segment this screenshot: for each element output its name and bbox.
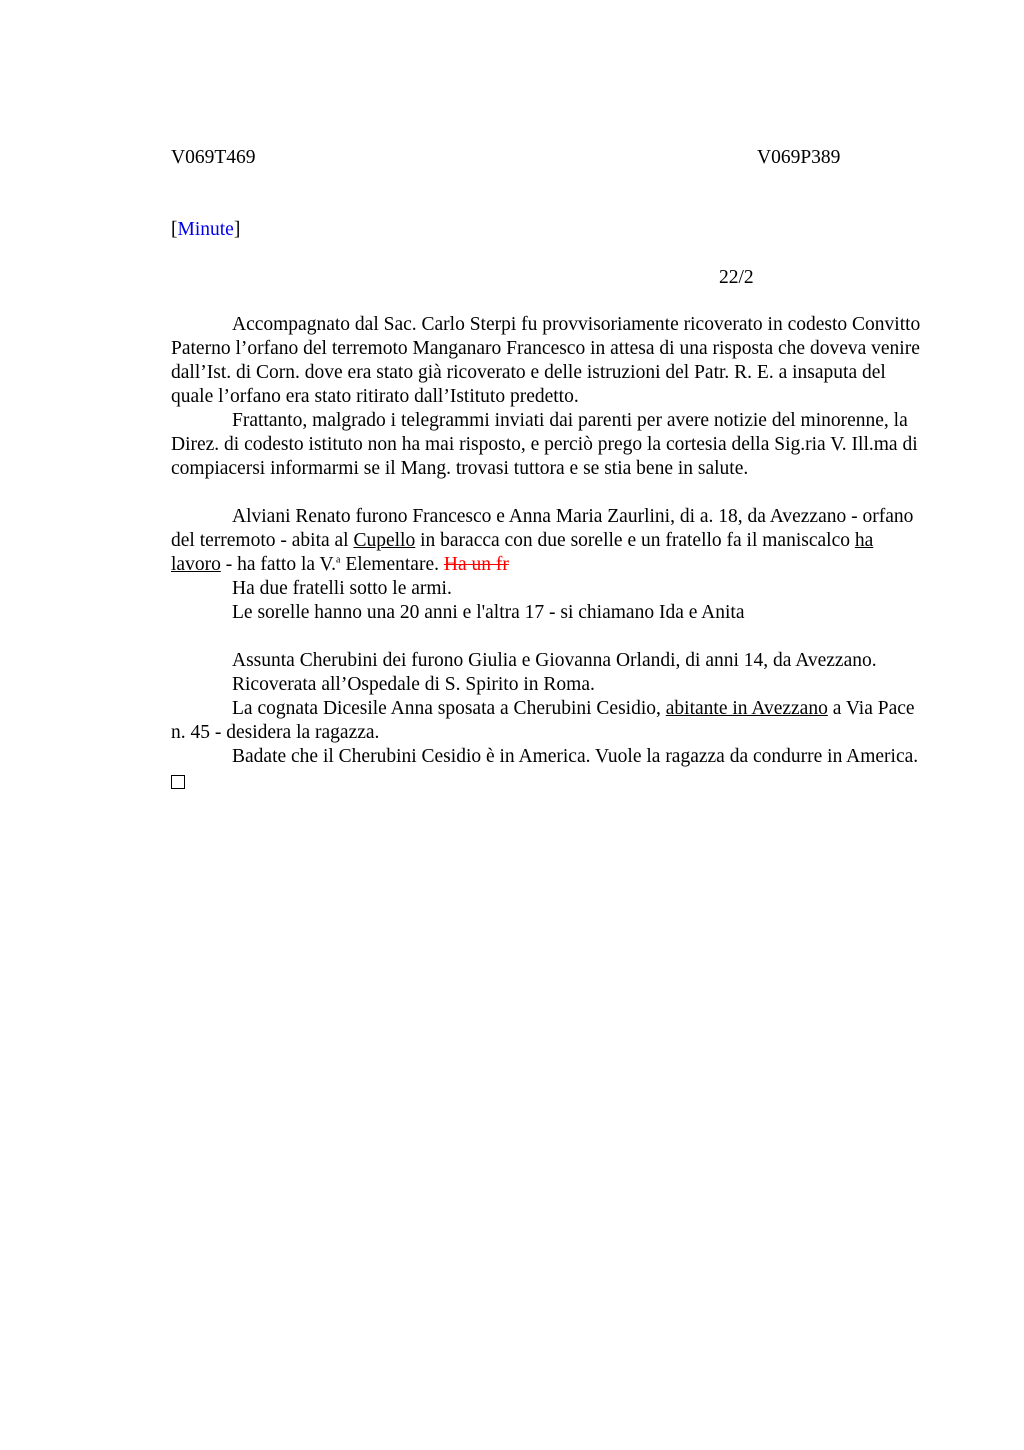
assunta-america: Badate che il Cherubini Cesidio è in America. Vuole la ragazza da condurre in America. <box>232 746 919 767</box>
assunta-text-c: a Via Pace n. 45 - desidera la ragazza. <box>171 698 915 743</box>
paragraph-gap <box>171 481 926 505</box>
alviani-text-a: Alviani Renato furono Francesco e Anna Maria Zaurlini, di a. 18, da Avezzano - orfano del terremoto - abita al <box>171 506 914 551</box>
alviani-underlined-work: ha lavoro <box>171 530 874 575</box>
end-checkbox[interactable] <box>171 775 185 789</box>
assunta-relative <box>171 697 926 745</box>
alviani-struck-text: Ha un fr <box>443 554 509 575</box>
alviani-paragraph <box>171 505 926 577</box>
assunta-underlined-address: abitante in Avezzano <box>665 698 828 719</box>
alviani-superscript: a <box>336 554 341 566</box>
minute-link[interactable]: Minute <box>177 219 234 240</box>
alviani-text-f: Elementare. <box>340 554 444 575</box>
minute-label <box>171 218 240 242</box>
letter-paragraph-2: Frattanto, malgrado i telegrammi inviati dai parenti per avere notizie del minorenne, la Direz. di codesto istituto non ha mai risposto, e perciò prego la cortesia della Sig.ria V. Ill.ma di compiacersi informarmi se il Mang. trovasi tuttora e se stia bene in salute. <box>171 410 918 479</box>
assunta-text-a: La cognata Dicesile Anna sposata a Cherubini Cesidio, <box>232 698 666 719</box>
letter-date: 22/2 <box>719 267 754 288</box>
bracket-open: [ <box>171 219 178 240</box>
document-code-right: V069P389 <box>757 147 841 168</box>
bracket-close: ] <box>233 219 241 240</box>
letter-paragraph-1: Accompagnato dal Sac. Carlo Sterpi fu provvisoriamente ricoverato in codesto Convitto Paterno l’orfano del terremoto Manganaro Francesco in attesa di una risposta che doveva venire dall’Ist. di Corn. dove era stato già ricoverato e delle istruzioni del Patr. R. E. a insaputa del quale l’orfano era stato ritirato dall’Istituto predetto. <box>171 314 921 407</box>
alviani-sisters: Le sorelle hanno una 20 anni e l'altra 17 - si chiamano Ida e Anita <box>232 602 745 623</box>
alviani-text-c: in baracca con due sorelle e un fratello fa il maniscalco <box>415 530 855 551</box>
paragraph-gap <box>171 625 926 649</box>
document-code-left: V069T469 <box>171 147 256 168</box>
assunta-intro: Assunta Cherubini dei furono Giulia e Giovanna Orlandi, di anni 14, da Avezzano. <box>232 650 877 671</box>
alviani-brothers: Ha due fratelli sotto le armi. <box>232 578 452 599</box>
assunta-hospital: Ricoverata all’Ospedale di S. Spirito in Roma. <box>232 674 595 695</box>
alviani-underlined-place: Cupello <box>353 530 416 551</box>
alviani-text-e: - ha fatto la V. <box>220 554 336 575</box>
document-body <box>171 313 926 789</box>
